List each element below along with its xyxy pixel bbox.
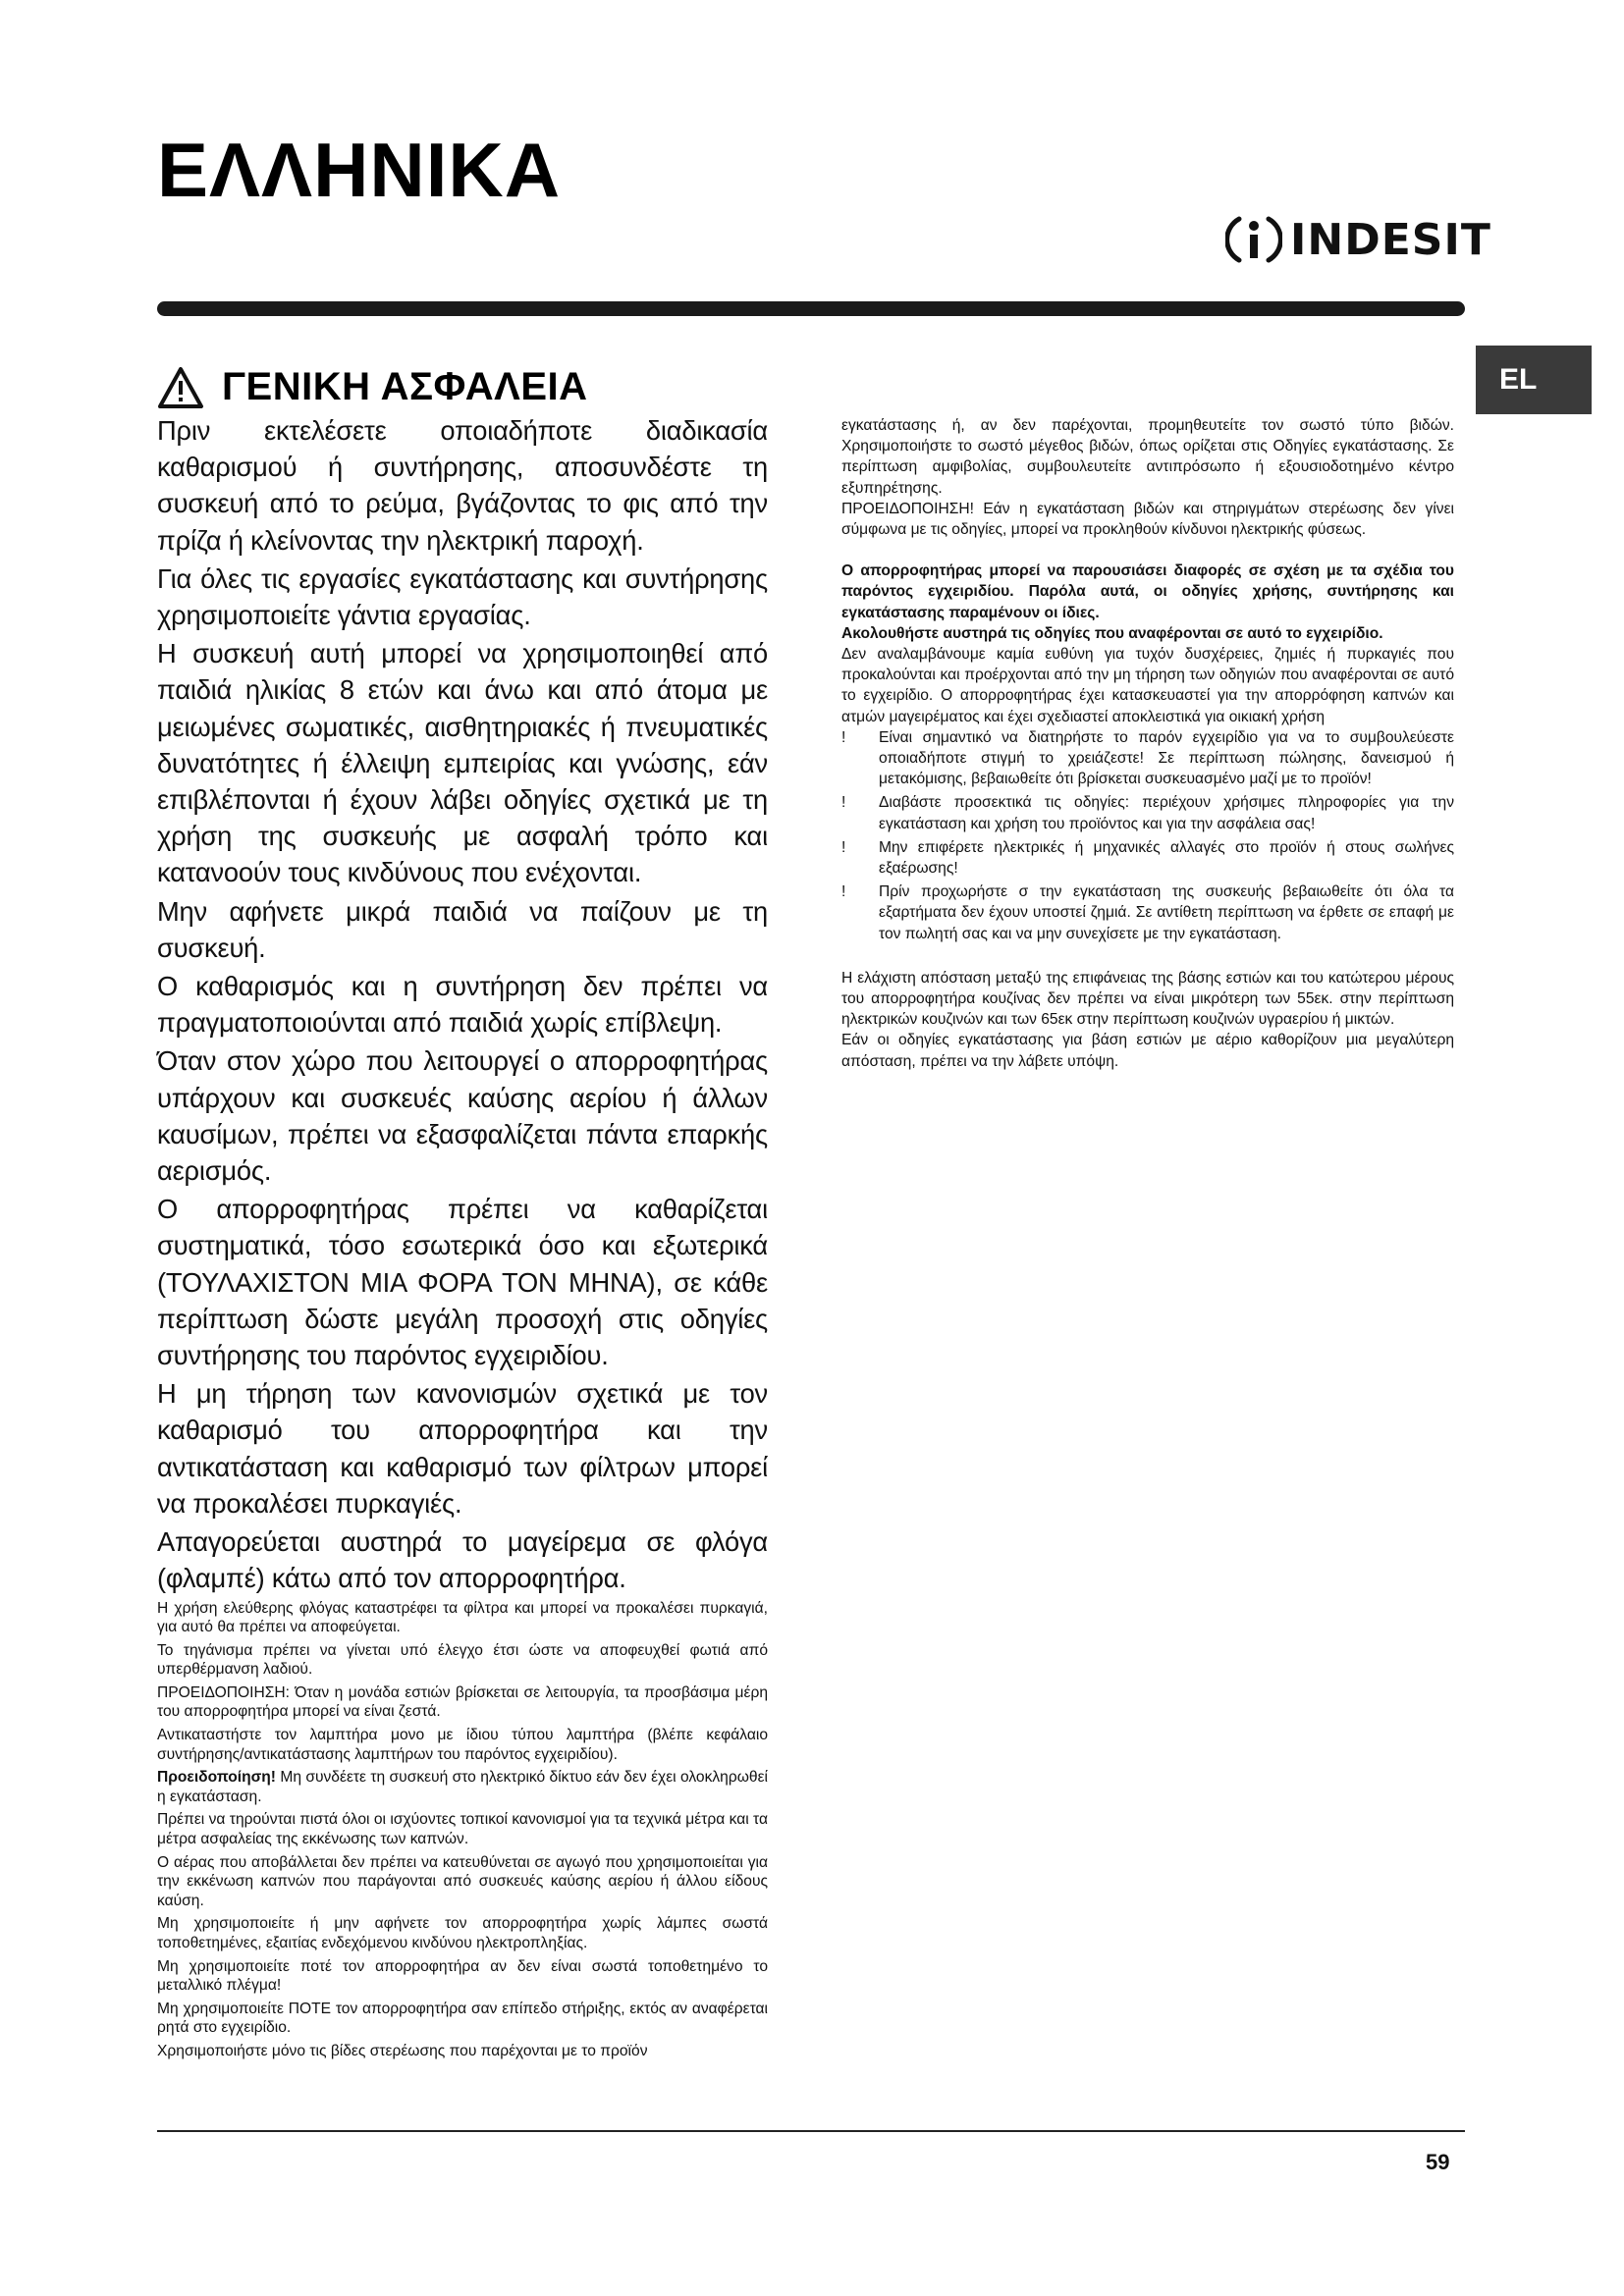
- paragraph: [157, 1768, 768, 1806]
- paragraph-bold: Ακολουθήστε αυστηρά τις οδηγίες που αναφέρονται σε αυτό το εγχειρίδιο.: [841, 624, 1383, 642]
- bullet-text: Είναι σημαντικό να διατηρήστε το παρόν εγχειρίδιο για να το συμβουλεύεστε οποιαδήποτε στιγμή το χρειάζεστε! Σε περίπτωση πώλησης, δανεισμού ή μετακόμισης, βεβαιωθείτε ότι βρίσκεται συσκευασμένο μαζί με το προϊόν!: [879, 728, 1454, 788]
- bullet-item: [841, 792, 1454, 833]
- paragraph: Η μη τήρηση των κανονισμών σχετικά με τον καθαρισμό του απορροφητήρα και την αντικατάσταση και καθαρισμό των φίλτρων μπορεί να προκαλέσει πυρκαγιές.: [157, 1378, 768, 1519]
- spacer: [841, 540, 1454, 561]
- paragraph: Απαγορεύεται αυστηρά το μαγείρεμα σε φλόγα (φλαμπέ) κάτω από τον απορροφητήρα.: [157, 1526, 768, 1594]
- paragraph: Η συσκευή αυτή μπορεί να χρησιμοποιηθεί από παιδιά ηλικίας 8 ετών και άνω και από άτομα με μειωμένες σωματικές, αισθητηριακές ή πνευματικές δυνατότητες ή έλλειψη εμπειρίας και γνώσης, εάν επιβλέπονται ή έχουν λάβει οδηγίες σχετικά με τη χρήση της συσκευής με ασφαλή τρόπο και κατανοούν τους κινδύνους που ενέχονται.: [157, 638, 768, 888]
- paragraph: [157, 2042, 768, 2061]
- brand-name: INDESIT: [1290, 214, 1491, 265]
- section-heading: [157, 365, 588, 409]
- paragraph: Δεν αναλαμβάνουμε καμία ευθύνη για τυχόν δυσχέρειες, ζημιές ή πυρκαγιές που προκαλούνται και προέρχονται από την μη τήρηση των οδηγιών που αναφέρονται σε αυτό το εγχειρίδιο. Ο απορροφητήρας έχει κατασκευαστεί για την απορρόφηση καπνών και ατμών μαγειρέματος και έχει σχεδιαστεί αποκλειστικά για οικιακή χρήση: [841, 646, 1454, 725]
- paragraph: [157, 1726, 768, 1764]
- paragraph: [157, 2000, 768, 2038]
- paragraph-text: Αντικαταστήστε τον λαμπτήρα μονο με ίδιου τύπου λαμπτήρα (βλέπε κεφάλαιο συντήρησης/αντικατάστασης λαμπτήρων του παρόντος εγχειριδίου).: [157, 1727, 768, 1763]
- bullet-text: Διαβάστε προσεκτικά τις οδηγίες: περιέχουν χρήσιμες πληροφορίες για την εγκατάσταση και χρήση του προϊόντος και για την ασφάλεια σας!: [879, 794, 1454, 832]
- language-tab: EL: [1476, 346, 1592, 414]
- exclamation-icon: !: [841, 728, 846, 746]
- bullet-text: Πρίν προχωρήστε σ την εγκατάσταση της συσκευής βεβαιωθείτε ότι όλα τα εξαρτήματα δεν έχουν υποστεί ζημιά. Σε αντίθετη περίπτωση να έρθετε σε επαφή με τον πωλητή σας και να μην συνεχίσετε με την εγκατάσταση.: [879, 883, 1454, 942]
- spacer: [841, 947, 1454, 968]
- paragraph: [157, 1683, 768, 1722]
- paragraph: [157, 1810, 768, 1848]
- bullet-item: [841, 727, 1454, 790]
- paragraph-text: Ο αέρας που αποβάλλεται δεν πρέπει να κατευθύνεται σε αγωγό που χρησιμοποιείται για την εκκένωση καπνών που παράγονται από συσκευές καύσης αερίου ή άλλου είδους καύση.: [157, 1853, 768, 1909]
- paragraph-text: Χρησιμοποιήστε μόνο τις βίδες στερέωσης που παρέχονται με το προϊόν: [157, 2042, 648, 2059]
- paragraph: Εάν οι οδηγίες εγκατάστασης για βάση εστιών με αέριο καθορίζουν μια μεγαλύτερη απόσταση, πρέπει να την λάβετε υπόψη.: [841, 1032, 1454, 1070]
- paragraph: [157, 1641, 768, 1680]
- paragraph: Πριν εκτελέσετε οποιαδήποτε διαδικασία καθαρισμού ή συντήρησης, αποσυνδέστε τη συσκευή από το ρεύμα, βγάζοντας το φις από την πρίζα ή κλείνοντας την ηλεκτρική παροχή.: [157, 415, 768, 556]
- paragraph: Ο απορροφητήρας πρέπει να καθαρίζεται συστηματικά, τόσο εσωτερικά όσο και εξωτερικά (ΤΟΥΛΑΧΙΣΤΟΝ ΜΙΑ ΦΟΡΑ ΤΟΝ ΜΗΝΑ), σε κάθε περίπτωση δώστε μεγάλη προσοχή στις οδηγίες συντήρησης του παρόντος εγχειριδίου.: [157, 1194, 768, 1371]
- exclamation-icon: !: [841, 883, 846, 901]
- brand-logo: [1225, 208, 1491, 271]
- paragraph-text: Μη χρησιμοποιείτε ή μην αφήνετε τον απορροφητήρα χωρίς λάμπες σωστά τοποθετημένες, εξαιτίας ενδεχόμενου κινδύνου ηλεκτροπληξίας.: [157, 1915, 768, 1951]
- paragraph-text: Μη χρησιμοποιείτε ποτέ τον απορροφητήρα αν δεν είναι σωστά τοποθετημένο το μεταλλικό πλέγμα!: [157, 1957, 768, 1995]
- indesit-logo-icon: [1225, 211, 1282, 268]
- paragraph: Ο καθαρισμός και η συντήρηση δεν πρέπει να πραγματοποιούνται από παιδιά χωρίς επίβλεψη.: [157, 971, 768, 1039]
- paragraph-text: Το τηγάνισμα πρέπει να γίνεται υπό έλεγχο έτσι ώστε να αποφευχθεί φωτιά από υπερθέρμανση λαδιού.: [157, 1641, 768, 1679]
- warning-triangle-icon: [157, 366, 204, 409]
- paragraph: [157, 1853, 768, 1911]
- paragraph-text: ΠΡΟΕΙΔΟΠΟΙΗΣΗ: Όταν η μονάδα εστιών βρίσκεται σε λειτουργία, τα προσβάσιμα μέρη του απορροφητήρα μπορεί να είναι ζεστά.: [157, 1683, 768, 1721]
- exclamation-icon: !: [841, 794, 846, 812]
- page-number: 59: [1426, 2150, 1450, 2174]
- right-column: [841, 415, 1454, 1072]
- paragraph: Μην αφήνετε μικρά παιδιά να παίζουν με τη συσκευή.: [157, 895, 768, 963]
- left-column: [157, 412, 768, 2065]
- footer-divider: [157, 2130, 1465, 2132]
- paragraph-text: Πρέπει να τηρούνται πιστά όλοι οι ισχύοντες τοπικοί κανονισμοί για τα τεχνικά μέτρα και τα μέτρα ασφαλείας της εκκένωσης των καπνών.: [157, 1811, 768, 1848]
- paragraph-text: Μη συνδέετε τη συσκευή στο ηλεκτρικό δίκτυο εάν δεν έχει ολοκληρωθεί η εγκατάσταση.: [157, 1769, 768, 1805]
- paragraph: Η ελάχιστη απόσταση μεταξύ της επιφάνειας της βάσης εστιών και του κατώτερου μέρους του απορροφητήρα κουζίνας δεν πρέπει να είναι μικρότερη των 55εκ. στην περίπτωση ηλεκτρικών κουζινών και των 65εκ στην περίπτωση κουζινών υγραερίου ή μικτών.: [841, 969, 1454, 1029]
- page-title: ΕΛΛΗΝΙΚΑ: [157, 127, 562, 213]
- paragraph-bold: Ο απορροφητήρας μπορεί να παρουσιάσει διαφορές σε σχέση με τα σχέδια του παρόντος εγχειριδίου. Παρόλα αυτά, οι οδηγίες χρήσης, συντήρησης και εγκατάστασης παραμένουν οι ίδιες.: [841, 562, 1454, 621]
- emphasis: Προειδοποίηση!: [157, 1769, 276, 1787]
- bullet-item: [841, 837, 1454, 879]
- paragraph: Όταν στον χώρο που λειτουργεί ο απορροφητήρας υπάρχουν και συσκευές καύσης αερίου ή άλλων καυσίμων, πρέπει να εξασφαλίζεται πάντα επαρκής αερισμός.: [157, 1045, 768, 1187]
- section-title: ΓΕΝΙΚΗ ΑΣΦΑΛΕΙΑ: [222, 365, 588, 408]
- header-divider: [157, 301, 1465, 316]
- paragraph: [157, 1957, 768, 1996]
- paragraph: εγκατάστασης ή, αν δεν παρέχονται, προμηθευτείτε τον σωστό τύπο βιδών. Χρησιμοποιήστε το σωστό μέγεθος βιδών, όπως ορίζεται στις Οδηγίες εγκατάστασης. Σε περίπτωση αμφιβολίας, συμβουλευτείτε αντιπρόσωπο ή εξουσιοδοτημένο κέντρο εξυπηρέτησης.: [841, 417, 1454, 497]
- paragraph-text: Μη χρησιμοποιείτε ΠΟΤΕ τον απορροφητήρα σαν επίπεδο στήριξης, εκτός αν αναφέρεται ρητά στο εγχειρίδιο.: [157, 2000, 768, 2037]
- paragraph: [157, 1914, 768, 1952]
- exclamation-icon: !: [841, 838, 846, 856]
- paragraph: ΠΡΟΕΙΔΟΠΟΙΗΣΗ! Εάν η εγκατάσταση βιδών και στηριγμάτων στερέωσης δεν γίνει σύμφωνα με τις οδηγίες, μπορεί να προκληθούν κίνδυνοι ηλεκτρικής φύσεως.: [841, 500, 1454, 539]
- paragraph: [157, 1599, 768, 1637]
- bullet-item: [841, 881, 1454, 944]
- paragraph-text: Η χρήση ελεύθερης φλόγας καταστρέφει τα φίλτρα και μπορεί να προκαλέσει πυρκαγιά, για αυτό θα πρέπει να αποφεύγεται.: [157, 1599, 768, 1636]
- paragraph: Για όλες τις εργασίες εγκατάστασης και συντήρησης χρησιμοποιείτε γάντια εργασίας.: [157, 562, 768, 631]
- bullet-text: Μην επιφέρετε ηλεκτρικές ή μηχανικές αλλαγές στο προϊόν ή στους σωλήνες εξαέρωσης!: [879, 838, 1454, 878]
